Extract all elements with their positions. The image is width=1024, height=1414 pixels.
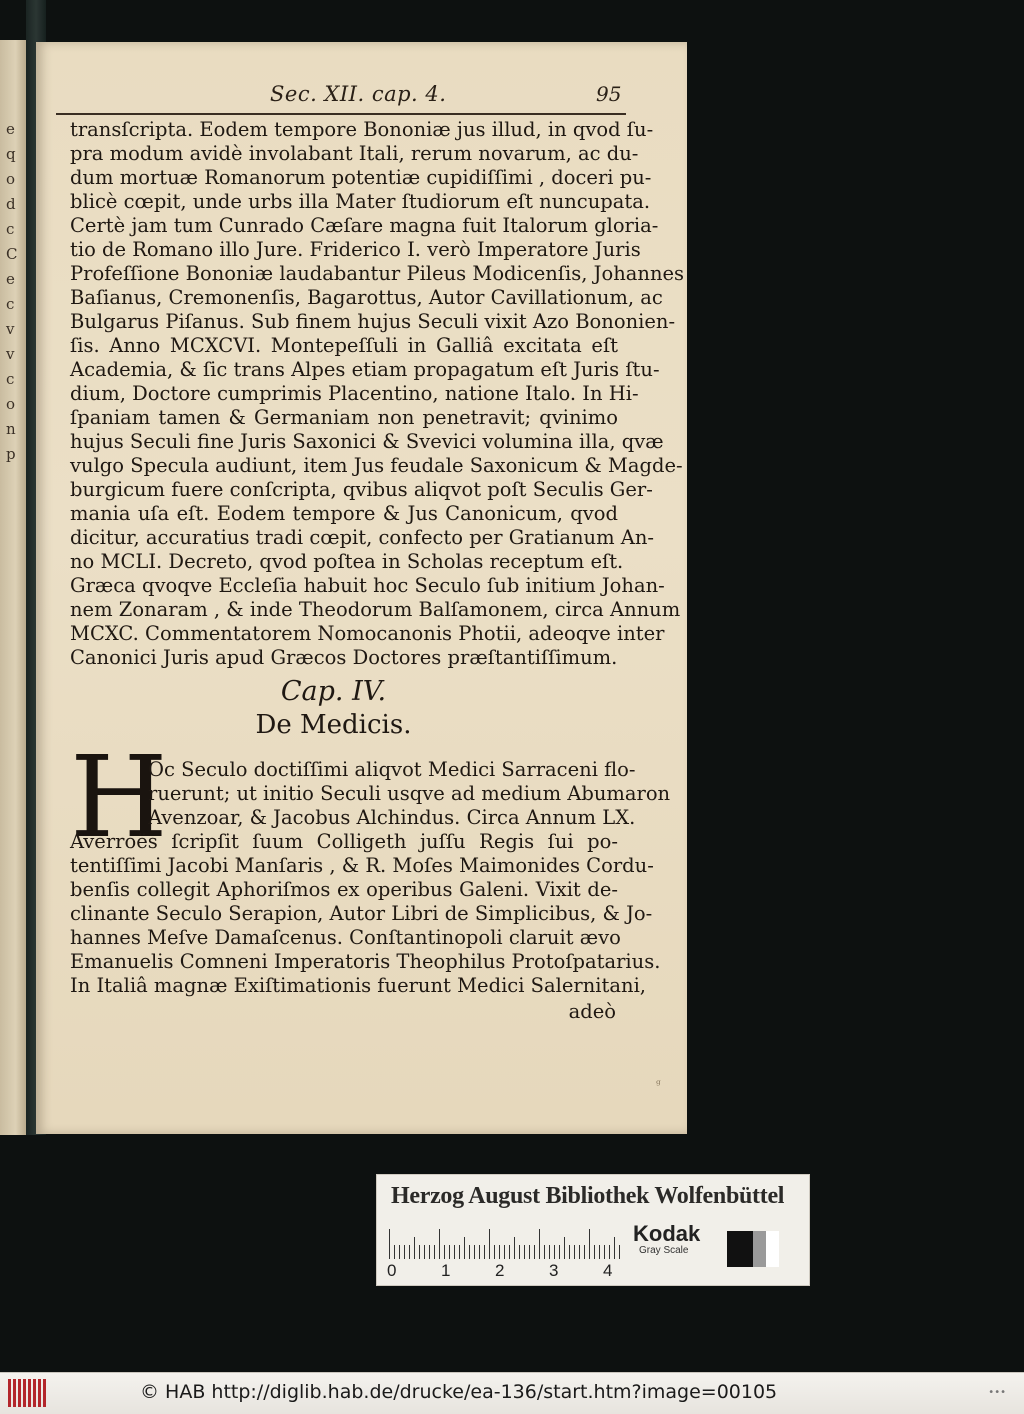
text-line: Academia, & ſic trans Alpes etiam propagatum eſt Juris ſtu- <box>70 358 660 381</box>
text-line: benſis collegit Aphoriſmos ex operibus Galeni. Vixit de- <box>70 878 618 901</box>
text-line: hujus Seculi fine Juris Saxonici & Svevici volumina illa, qvæ <box>70 430 664 453</box>
ruler-tick <box>489 1229 490 1259</box>
gray-scale-patches <box>727 1231 779 1267</box>
ruler-tick <box>424 1245 425 1259</box>
ruler-number: 4 <box>603 1261 613 1280</box>
text-line: Canonici Juris apud Græcos Doctores præſtantiſſimum. <box>70 646 618 669</box>
ruler-tick <box>604 1245 605 1259</box>
text-line: transſcripta. Eodem tempore Bononiæ jus illud, in qvod ſu- <box>70 118 654 141</box>
previous-page-edge <box>0 40 26 1135</box>
kodak-logo <box>633 1223 700 1256</box>
ruler-tick <box>554 1245 555 1259</box>
text-line: Bulgarus Piſanus. Sub finem hujus Seculi vixit Azo Bononien- <box>70 310 676 333</box>
text-line: clinante Seculo Serapion, Autor Libri de Simplicibus, & Jo- <box>70 902 653 925</box>
text-line: ſpaniam tamen & Germaniam non penetravit; qvinimo <box>70 406 618 429</box>
margin-fragment: o <box>6 170 16 188</box>
margin-fragment: e <box>6 120 15 138</box>
margin-fragment: v <box>6 320 15 338</box>
ruler-tick <box>564 1237 565 1259</box>
ruler-tick <box>494 1245 495 1259</box>
ruler-tick <box>449 1245 450 1259</box>
hab-logo-icon <box>8 1379 46 1407</box>
logo-stripe <box>33 1379 36 1407</box>
library-color-label <box>376 1174 810 1286</box>
ruler-tick <box>454 1245 455 1259</box>
ruler-tick <box>549 1245 550 1259</box>
margin-fragment: e <box>6 270 15 288</box>
ruler-number: 0 <box>387 1261 397 1280</box>
ruler-numbers <box>387 1261 627 1281</box>
body-text-lower <box>70 758 671 998</box>
ruler-tick <box>439 1229 440 1259</box>
page-mark: ᵍ <box>656 1077 661 1091</box>
text-line: dicitur, accuratius tradi cœpit, confecto per Gratianum An- <box>70 526 654 549</box>
text-line: hannes Meſve Damaſcenus. Conſtantinopoli claruit ævo <box>70 926 621 949</box>
ruler-tick <box>394 1245 395 1259</box>
margin-fragment: q <box>6 145 16 163</box>
ruler-number: 3 <box>549 1261 559 1280</box>
ruler-tick <box>539 1229 540 1259</box>
ruler-tick <box>414 1237 415 1259</box>
ruler-number: 2 <box>495 1261 505 1280</box>
header-rule <box>56 113 626 115</box>
margin-fragment: c <box>6 220 15 238</box>
footer-bar <box>0 1372 1024 1414</box>
chapter-number: Cap. IV. <box>280 676 387 707</box>
ruler-tick <box>614 1237 615 1259</box>
text-line: Baſianus, Cremonenſis, Bagarottus, Autor Cavillationum, ac <box>70 286 663 309</box>
text-line: tio de Romano illo Jure. Friderico I. verò Imperatore Juris <box>70 238 641 261</box>
ruler-tick <box>499 1245 500 1259</box>
text-line: vulgo Specula audiunt, item Jus feudale Saxonicum & Magde- <box>70 454 683 477</box>
page-number: 95 <box>596 82 622 106</box>
margin-fragment: n <box>6 420 16 438</box>
text-line: MCXC. Commentatorem Nomocanonis Photii, adeoqve inter <box>70 622 665 645</box>
text-line: In Italiâ magnæ Exiſtimationis fuerunt Medici Salernitani, <box>70 974 647 997</box>
ruler-tick <box>609 1245 610 1259</box>
margin-fragment: p <box>6 445 16 463</box>
text-line: Emanuelis Comneni Imperatoris Theophilus Protoſpatarius. <box>70 950 661 973</box>
chapter-title: De Medicis. <box>255 710 412 740</box>
ruler-tick <box>599 1245 600 1259</box>
text-line: Certè jam tum Cunrado Cæſare magna fuit Italorum gloria- <box>70 214 659 237</box>
margin-fragment: v <box>6 345 15 363</box>
book-page <box>36 42 687 1134</box>
text-line: Averroës ſcripſit ſuum Colligeth juſſu Regis ſui po- <box>70 830 618 853</box>
text-line: blicè cœpit, unde urbs illa Mater ſtudiorum eſt nuncupata. <box>70 190 651 213</box>
ruler-tick <box>459 1245 460 1259</box>
ruler-tick <box>579 1245 580 1259</box>
ruler-tick <box>524 1245 525 1259</box>
ruler-tick <box>409 1245 410 1259</box>
text-line: pra modum avidè involabant Itali, rerum novarum, ac du- <box>70 142 639 165</box>
logo-stripe <box>43 1379 46 1407</box>
text-line: Oc Seculo doctiſſimi aliqvot Medici Sarraceni flo- <box>148 758 636 781</box>
gray-patch <box>740 1231 753 1267</box>
ruler-tick <box>514 1237 515 1259</box>
ruler-tick <box>619 1245 620 1259</box>
ruler-tick <box>504 1245 505 1259</box>
ruler-tick <box>559 1245 560 1259</box>
text-line: Profeſſione Bononiæ laudabantur Pileus Modicenſis, Johannes <box>70 262 685 285</box>
ruler-tick <box>429 1245 430 1259</box>
ruler-tick <box>474 1245 475 1259</box>
running-title: Sec. XII. cap. 4. <box>270 82 447 106</box>
kodak-brand: Kodak <box>633 1221 701 1246</box>
ruler-tick <box>569 1245 570 1259</box>
ruler-tick <box>529 1245 530 1259</box>
ruler-number: 1 <box>441 1261 451 1280</box>
text-line: mania uſa eſt. Eodem tempore & Jus Canonicum, qvod <box>70 502 618 525</box>
body-text-upper <box>70 118 685 670</box>
ruler-tick <box>419 1245 420 1259</box>
logo-stripe <box>18 1379 21 1407</box>
margin-fragment: c <box>6 295 15 313</box>
ruler-tick <box>534 1245 535 1259</box>
logo-stripe <box>28 1379 31 1407</box>
more-icon: ••• <box>988 1387 1006 1398</box>
ruler-tick <box>594 1245 595 1259</box>
ruler-tick <box>399 1245 400 1259</box>
ruler-tick <box>509 1245 510 1259</box>
ruler-tick <box>444 1245 445 1259</box>
text-line: ruerunt; ut initio Seculi usqve ad medium Abumaron <box>148 782 671 805</box>
ruler-tick <box>589 1229 590 1259</box>
drop-cap: H <box>70 733 168 863</box>
ruler-tick <box>464 1237 465 1259</box>
ruler-tick <box>469 1245 470 1259</box>
gray-patch <box>766 1231 779 1267</box>
kodak-subtitle: Gray Scale <box>639 1245 689 1256</box>
margin-fragment: C <box>6 245 18 263</box>
ruler-tick <box>584 1245 585 1259</box>
margin-fragment: c <box>6 370 15 388</box>
ruler-tick <box>544 1245 545 1259</box>
gray-patch <box>753 1231 766 1267</box>
ruler-tick <box>574 1245 575 1259</box>
text-line: burgicum fuere conſcripta, qvibus aliqvot poſt Seculis Ger- <box>70 478 653 501</box>
catchword: adeò <box>568 1000 616 1023</box>
text-line: tentiſſimi Jacobi Manſaris , & R. Moſes Maimonides Cordu- <box>70 854 654 877</box>
ruler-tick <box>479 1245 480 1259</box>
logo-stripe <box>13 1379 16 1407</box>
page-header <box>36 82 687 110</box>
text-line: nem Zonaram , & inde Theodorum Balſamonem, circa Annum <box>70 598 681 621</box>
ruler-tick <box>434 1245 435 1259</box>
text-line: Græca qvoqve Eccleſia habuit hoc Seculo ſub initium Johan- <box>70 574 665 597</box>
gray-patch <box>727 1231 740 1267</box>
text-line: dum mortuæ Romanorum potentiæ cupidiſſimi , doceri pu- <box>70 166 652 189</box>
text-line: dium, Doctore cumprimis Placentino, natione Italo. In Hi- <box>70 382 639 405</box>
copyright-link[interactable]: © HAB http://diglib.hab.de/drucke/ea-136/start.htm?image=00105 <box>140 1381 778 1403</box>
ruler-tick <box>484 1245 485 1259</box>
margin-fragment: d <box>6 195 16 213</box>
logo-stripe <box>38 1379 41 1407</box>
text-line: Avenzoar, & Jacobus Alchindus. Circa Annum LX. <box>148 806 636 829</box>
logo-stripe <box>23 1379 26 1407</box>
margin-fragment: o <box>6 395 16 413</box>
text-line: ſis. Anno MCXCVI. Montepeſſuli in Galliâ excitata eſt <box>70 334 618 357</box>
ruler-tick <box>519 1245 520 1259</box>
logo-stripe <box>8 1379 11 1407</box>
ruler-tick <box>404 1245 405 1259</box>
text-line: no MCLI. Decreto, qvod poſtea in Scholas receptum eſt. <box>70 550 624 573</box>
scale-ruler <box>389 1223 621 1259</box>
ruler-tick <box>389 1229 390 1259</box>
institution-name: Herzog August Bibliothek Wolfenbüttel <box>391 1183 785 1209</box>
